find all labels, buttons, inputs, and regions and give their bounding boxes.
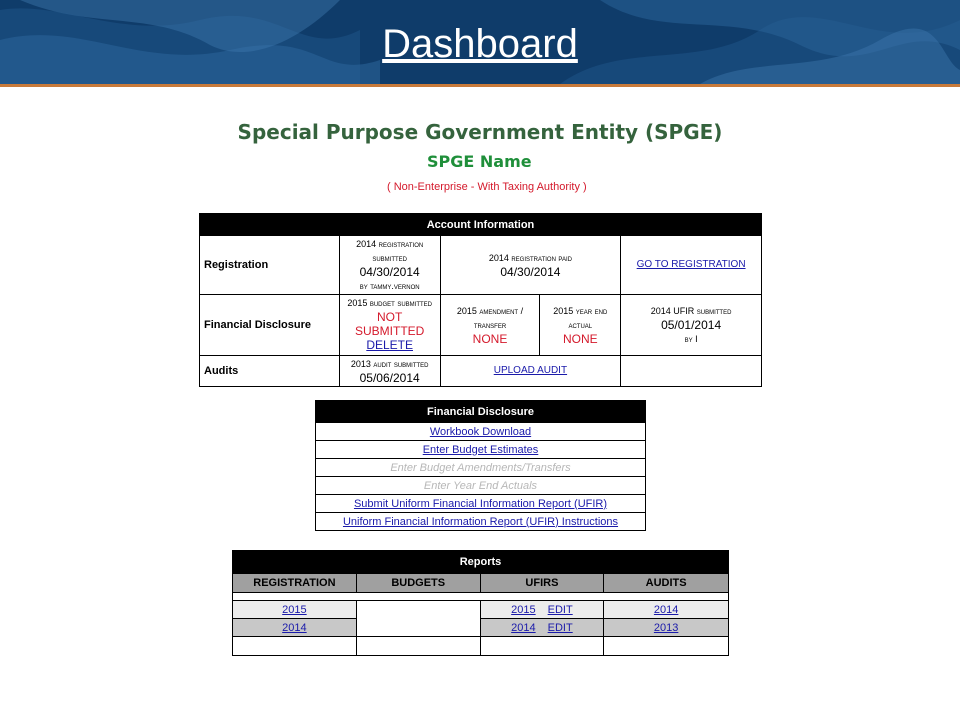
disclosure-item-cell	[316, 441, 646, 459]
registration-submitted-label: 2014 registration submitted	[356, 239, 424, 263]
spacer-row	[233, 593, 729, 601]
budget-submitted-cell	[339, 295, 440, 356]
audit-submitted-cell	[339, 356, 440, 387]
header-divider	[0, 84, 960, 87]
audits-empty-cell	[621, 356, 762, 387]
column-ufirs: UFIRS	[480, 574, 604, 593]
ufir-submitted-label: 2014 UFIR submitted	[650, 306, 732, 316]
go-to-registration-link[interactable]: GO TO REGISTRATION	[636, 259, 746, 270]
enter-budget-amendments-item: Enter Budget Amendments/Transfers	[316, 459, 646, 477]
column-registration: REGISTRATION	[233, 574, 357, 593]
registration-submitted-by: by tammy.vernon	[359, 281, 420, 291]
budget-status: NOT SUBMITTED	[354, 310, 425, 338]
table-row	[233, 637, 729, 656]
enter-budget-estimates-link[interactable]: Enter Budget Estimates	[422, 443, 539, 456]
audit-cell	[604, 619, 729, 637]
audit-2013-link[interactable]: 2013	[653, 621, 679, 634]
upload-audit-link[interactable]: UPLOAD AUDIT	[493, 365, 568, 376]
year-end-label: 2015 year end actual	[553, 306, 608, 330]
budgets-cell	[356, 601, 480, 637]
registration-paid-date: 04/30/2014	[500, 265, 561, 279]
registration-paid-label: 2014 registration paid	[488, 253, 572, 263]
budget-delete-link[interactable]: DELETE	[366, 338, 413, 352]
upload-audit-cell	[440, 356, 621, 387]
disclosure-item-cell	[316, 495, 646, 513]
page-title: Dashboard	[382, 22, 578, 66]
ufir-2014-link[interactable]: 2014	[511, 621, 536, 634]
audit-submitted-label: 2013 audit submitted	[350, 359, 429, 369]
ufir-cell	[480, 601, 604, 619]
audits-label: Audits	[200, 356, 340, 387]
audit-submitted-date: 05/06/2014	[359, 371, 420, 385]
registration-2014-link[interactable]: 2014	[282, 621, 307, 634]
reports-table	[232, 550, 729, 656]
registration-label: Registration	[200, 236, 340, 295]
audit-2014-link[interactable]: 2014	[653, 603, 679, 616]
registration-2015-link[interactable]: 2015	[282, 603, 307, 616]
account-information-heading: Account Information	[200, 214, 762, 236]
ufir-submitted-cell	[621, 295, 762, 356]
ufir-2015-edit-link[interactable]: EDIT	[547, 603, 573, 616]
amendment-value: NONE	[472, 332, 508, 346]
go-to-registration-cell	[621, 236, 762, 295]
entity-name: SPGE Name	[427, 152, 532, 171]
empty-cell	[233, 637, 357, 656]
financial-disclosure-heading: Financial Disclosure	[316, 401, 646, 423]
financial-disclosure-table	[315, 400, 646, 531]
column-budgets: BUDGETS	[356, 574, 480, 593]
year-end-cell	[540, 295, 621, 356]
amendment-label: 2015 amendment / transfer	[456, 306, 524, 330]
enter-year-end-actuals-item: Enter Year End Actuals	[316, 477, 646, 495]
ufir-cell	[480, 619, 604, 637]
registration-cell	[233, 619, 357, 637]
budget-submitted-label: 2015 budget submitted	[347, 298, 433, 308]
ufir-submitted-date: 05/01/2014	[661, 318, 722, 332]
entity-type: ( Non-Enterprise - With Taxing Authority )	[387, 181, 587, 193]
ufir-2015-link[interactable]: 2015	[511, 603, 536, 616]
header-banner	[0, 0, 960, 84]
registration-submitted-date: 04/30/2014	[359, 265, 420, 279]
entity-title: Special Purpose Government Entity (SPGE)	[237, 120, 723, 144]
account-information-table	[199, 213, 762, 387]
audit-cell	[604, 601, 729, 619]
table-row	[233, 601, 729, 619]
workbook-download-link[interactable]: Workbook Download	[429, 425, 532, 438]
financial-disclosure-label: Financial Disclosure	[200, 295, 340, 356]
empty-cell	[356, 637, 480, 656]
empty-cell	[604, 637, 729, 656]
registration-submitted-cell	[339, 236, 440, 295]
registration-cell	[233, 601, 357, 619]
column-audits: AUDITS	[604, 574, 729, 593]
amendment-cell	[440, 295, 540, 356]
ufir-instructions-link[interactable]: Uniform Financial Information Report (UFIR) Instructions	[342, 515, 619, 528]
empty-cell	[480, 637, 604, 656]
year-end-value: NONE	[562, 332, 598, 346]
reports-heading: Reports	[233, 551, 729, 574]
disclosure-item-cell	[316, 513, 646, 531]
registration-paid-cell	[440, 236, 621, 295]
table-row	[233, 619, 729, 637]
submit-ufir-link[interactable]: Submit Uniform Financial Information Report (UFIR)	[353, 497, 608, 510]
ufir-2014-edit-link[interactable]: EDIT	[547, 621, 573, 634]
disclosure-item-cell	[316, 423, 646, 441]
ufir-submitted-by: by I	[684, 334, 698, 344]
